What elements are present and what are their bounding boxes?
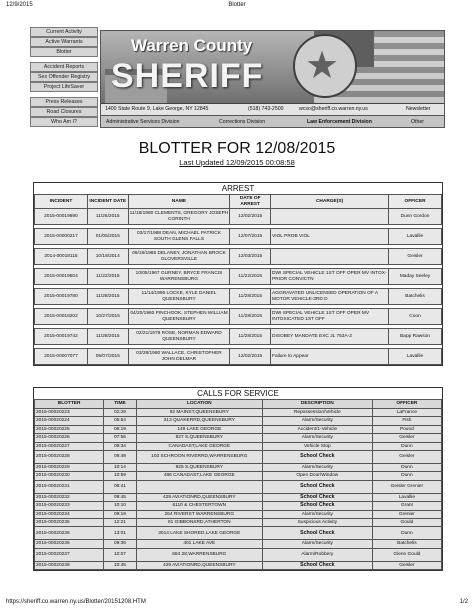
calls-cell-blotter: 2015-00020223: [35, 409, 104, 417]
arrest-row: [35, 349, 442, 365]
arrest-cell-arrest: 11/28/2015: [230, 289, 271, 305]
calls-row: [35, 425, 442, 433]
address-text: 1400 State Route 9, Lake George, NY 12845: [105, 106, 209, 112]
calls-column-header: OFFICER: [372, 400, 441, 409]
calls-cell-location: 313 QUAKERRD,QUEENSBURY: [136, 417, 262, 425]
nav-link[interactable]: Current Activity: [30, 27, 98, 37]
arrest-cell-arrest: 12/07/2015: [230, 229, 271, 245]
calls-cell-blotter: 2015-00020226: [35, 434, 104, 442]
calls-cell-time: 10:59: [104, 472, 137, 480]
calls-cell-desc: School Check: [262, 450, 372, 463]
calls-row: [35, 493, 442, 501]
calls-cell-time: 09:45: [104, 493, 137, 501]
arrest-cell-officer: Dunn Gordon: [389, 209, 442, 225]
arrest-cell-charges: [271, 249, 389, 265]
calls-row: [35, 510, 442, 518]
calls-table: [34, 399, 442, 570]
arrest-column-header: OFFICER: [389, 195, 442, 209]
calls-cell-time: 09:34: [104, 442, 137, 450]
calls-cell-location: 6110 & CHESTERTOWN: [136, 502, 262, 510]
arrest-table-body: [35, 209, 442, 365]
calls-row: [35, 561, 442, 569]
calls-row: [35, 442, 442, 450]
arrest-cell-arrest: 12/03/2015: [230, 249, 271, 265]
calls-cell-desc: Alarm/Security: [262, 510, 372, 518]
calls-cell-desc: Suspicious Activity: [262, 518, 372, 526]
calls-cell-location: 61 GIBBONSRD,ATHERTON: [136, 518, 262, 526]
calls-row: [35, 409, 442, 417]
arrest-cell-incident: 2015-00000217: [35, 229, 88, 245]
calls-table-body: [35, 409, 442, 570]
email-link[interactable]: wcso@sheriff.co.warren.ny.us: [299, 106, 368, 112]
star-icon: ★: [305, 45, 340, 87]
arrest-cell-name: 10/05/1967 GURNEY, BRYCE FRANCIS WARRENSBURG: [128, 269, 230, 285]
calls-cell-blotter: 2015-00020227: [35, 442, 104, 450]
arrest-row: [35, 249, 442, 265]
calls-cell-desc: School Check: [262, 561, 372, 569]
calls-cell-blotter: 2015-00020231: [35, 480, 104, 493]
calls-cell-location: 486 CANADAST,LAKE GEORGE: [136, 472, 262, 480]
arrest-section: [33, 182, 443, 366]
arrest-column-header: NAME: [128, 195, 230, 209]
calls-cell-location: 925 S,QUEENSBURY: [136, 463, 262, 471]
calls-cell-time: 09:19: [104, 510, 137, 518]
page-title: BLOTTER FOR 12/08/2015: [138, 140, 336, 157]
calls-cell-location: 92 MAINST,QUEENSBURY: [136, 409, 262, 417]
nav-link[interactable]: Who Am I?: [30, 117, 98, 127]
arrest-row: [35, 209, 442, 225]
last-updated-link[interactable]: Last Updated 12/09/2015 00:08:58: [179, 158, 295, 167]
arrest-cell-officer: Lavallie: [389, 349, 442, 365]
arrest-cell-incident: 2015-00019690: [35, 209, 88, 225]
nav-group-2: [30, 62, 98, 92]
calls-cell-officer: Geisler: [372, 561, 441, 569]
calls-cell-time: 09:49: [104, 450, 137, 463]
calls-cell-location: 264 RIVERST WARRENSBURG: [136, 510, 262, 518]
calls-cell-time: 05:54: [104, 417, 137, 425]
calls-cell-blotter: 2015-00020230: [35, 472, 104, 480]
calls-cell-blotter: 2015-00020232: [35, 493, 104, 501]
arrest-cell-officer: Bapp Rawson: [389, 329, 442, 345]
arrest-cell-date: 11/26/2015: [87, 209, 128, 225]
nav-link[interactable]: Blotter: [30, 47, 98, 57]
banner-title-main: SHERIFF: [111, 57, 264, 95]
calls-cell-officer: Gould: [372, 518, 441, 526]
sheriff-badge-logo: [293, 34, 357, 98]
arrest-cell-charges: AGGRAVATED UNLICENSED OPERATION OF A MOTOR VEHICLE-3RD D: [271, 289, 389, 305]
banner-title-top: Warren County: [131, 36, 253, 55]
calls-cell-blotter: 2015-00020224: [35, 417, 104, 425]
calls-cell-officer: Dunn: [372, 442, 441, 450]
print-url: https://sheriff.co.warren.ny.us/Blotter/20151208.HTM: [6, 599, 146, 605]
calls-cell-desc: Accident/1-Vehicle: [262, 425, 372, 433]
tab-corrections[interactable]: Corrections Division: [219, 119, 266, 125]
calls-row: [35, 417, 442, 425]
calls-cell-desc: School Check: [262, 480, 372, 493]
calls-cell-blotter: 2015-00020237: [35, 548, 104, 561]
calls-cell-time: 10:45: [104, 561, 137, 569]
nav-link[interactable]: Accident Reports: [30, 62, 98, 72]
arrest-cell-officer: Lavallie: [389, 229, 442, 245]
calls-cell-blotter: 2015-00020238: [35, 561, 104, 569]
calls-cell-officer: Geisler Grenier: [372, 480, 441, 493]
calls-cell-desc: Alarm/Security: [262, 434, 372, 442]
calls-cell-blotter: 2015-00020225: [35, 425, 104, 433]
calls-row: [35, 518, 442, 526]
arrest-row: [35, 289, 442, 305]
calls-row: [35, 480, 442, 493]
side-navigation: [30, 27, 98, 132]
calls-column-header: BLOTTER: [35, 400, 104, 409]
calls-cell-time: 07:56: [104, 434, 137, 442]
arrest-row: [35, 329, 442, 345]
calls-cell-time: 13:01: [104, 527, 137, 540]
arrest-cell-officer: Batchelis: [389, 289, 442, 305]
arrest-cell-name: 11/18/1980 CLEMENTS, GREGORY JOSEPH CORINTH: [128, 209, 230, 225]
arrest-column-header: INCIDENT DATE: [87, 195, 128, 209]
calls-caption: CALLS FOR SERVICE: [34, 388, 442, 399]
calls-row: [35, 548, 442, 561]
banner-info-bar: [101, 103, 444, 115]
calls-row: [35, 463, 442, 471]
calls-cell-desc: Repossession/Vehicle: [262, 409, 372, 417]
calls-cell-desc: Alarm/Security: [262, 540, 372, 548]
arrest-cell-name: 03/28/1980 WALLACE, CHRISTOPHER JOHN DELMAR: [128, 349, 230, 365]
arrest-cell-name: 09/18/1985 DELANEY, JONATHAN BROCK GLOVERSVILLE: [128, 249, 230, 265]
print-footer: [6, 599, 468, 609]
calls-cell-location: 827 S,QUEENSBURY: [136, 434, 262, 442]
arrest-cell-date: 11/22/2015: [87, 269, 128, 285]
calls-cell-blotter: 2015-00020236: [35, 527, 104, 540]
calls-section: [33, 387, 443, 571]
calls-cell-desc: School Check: [262, 493, 372, 501]
arrest-cell-incident: 2015-00007077: [35, 349, 88, 365]
calls-cell-time: 12:21: [104, 518, 137, 526]
arrest-cell-arrest: 12/02/2015: [230, 209, 271, 225]
calls-cell-desc: Alarm/Security: [262, 463, 372, 471]
arrest-column-header: CHARGE(S): [271, 195, 389, 209]
arrest-cell-date: 11/28/2015: [87, 329, 128, 345]
arrest-caption: ARREST: [34, 183, 442, 194]
print-date: 12/9/2015: [6, 2, 33, 8]
calls-cell-desc: Vehicle Stop: [262, 442, 372, 450]
calls-row: [35, 434, 442, 442]
phone-text: (518) 743-2500: [248, 106, 284, 112]
nav-link[interactable]: Active Warrants: [30, 37, 98, 47]
calls-cell-time: 10:10: [104, 502, 137, 510]
division-tabs: [101, 115, 444, 128]
calls-cell-desc: School Check: [262, 502, 372, 510]
tab-law-enforcement[interactable]: Law Enforcement Division: [307, 119, 372, 125]
calls-cell-location: [136, 480, 262, 493]
calls-cell-time: 06:19: [104, 425, 137, 433]
tab-other[interactable]: Other: [411, 119, 424, 125]
arrest-cell-officer: Maday Seeley: [389, 269, 442, 285]
arrest-cell-arrest: 12/02/2015: [230, 349, 271, 365]
calls-cell-officer: Dunn: [372, 472, 441, 480]
calls-cell-officer: Lavallie: [372, 493, 441, 501]
arrest-row: [35, 309, 442, 325]
arrest-cell-date: 10/18/2014: [87, 249, 128, 265]
arrest-cell-charges: [271, 209, 389, 225]
calls-cell-blotter: 2015-00020235: [35, 518, 104, 526]
calls-cell-time: 08:41: [104, 480, 137, 493]
print-page-number: 1/2: [459, 599, 468, 605]
calls-cell-time: 10:07: [104, 548, 137, 561]
arrest-cell-officer: Coon: [389, 309, 442, 325]
arrest-cell-date: 11/28/2015: [87, 289, 128, 305]
arrest-row: [35, 229, 442, 245]
arrest-row: [35, 269, 442, 285]
calls-cell-location: CANADAST,LAKE GEORGE: [136, 442, 262, 450]
arrest-cell-name: 02/21/1979 ROSE, NORMAN EDWARD QUEENSBURY: [128, 329, 230, 345]
calls-cell-location: 429 AVIATIONRD,QUEENSBURY: [136, 561, 262, 569]
arrest-cell-name: 11/14/1995 LOCKE, KYLE DANIEL QUEENSBURY: [128, 289, 230, 305]
calls-cell-location: 429 AVIATIONRD,QUEENSBURY: [136, 493, 262, 501]
arrest-cell-date: 05/07/2015: [87, 349, 128, 365]
arrest-column-header: DATE OF ARREST: [230, 195, 271, 209]
calls-cell-officer: Fish: [372, 417, 441, 425]
calls-cell-blotter: 2015-00020236: [35, 540, 104, 548]
print-header: [6, 2, 468, 12]
arrest-cell-incident: 2015-00019780: [35, 289, 88, 305]
arrest-header-row: [35, 195, 442, 209]
calls-row: [35, 527, 442, 540]
newsletter-link[interactable]: Newsletter: [406, 106, 431, 112]
calls-row: [35, 450, 442, 463]
calls-cell-officer: Geisler: [372, 434, 441, 442]
nav-link[interactable]: Road Closures: [30, 107, 98, 117]
arrest-cell-name: 03/17/1988 DEAN, MICHAEL PATRICK SOUTH GLENS FALLS: [128, 229, 230, 245]
calls-column-header: LOCATION: [136, 400, 262, 409]
calls-header-row: [35, 400, 442, 409]
arrest-cell-charges: DWI SPECIAL VEHICLE 1ST OFF OPER MV INTOXICATED 1ST OFF: [271, 309, 389, 325]
arrest-cell-incident: 2014-00018115: [35, 249, 88, 265]
nav-link[interactable]: Sex Offender Registry: [30, 72, 98, 82]
calls-cell-blotter: 2015-00020233: [35, 502, 104, 510]
calls-cell-desc: Alarm/Security: [262, 417, 372, 425]
arrest-cell-incident: 2015-00019742: [35, 329, 88, 345]
print-title: Blotter: [228, 2, 246, 8]
arrest-cell-charges: DISOBEY MANDATE EXC JL 753A-2: [271, 329, 389, 345]
arrest-cell-date: 10/27/2015: [87, 309, 128, 325]
arrest-cell-charges: DWI SPECIAL VEHICLE 1ST OFF OPER MV INTOX-PRIOR CONVICTN: [271, 269, 389, 285]
arrest-cell-arrest: 11/28/2015: [230, 309, 271, 325]
tab-administrative[interactable]: Administrative Services Division: [106, 119, 180, 125]
calls-cell-desc: Open Door/Window: [262, 472, 372, 480]
calls-cell-location: 684 28,WARRENSBURG: [136, 548, 262, 561]
arrest-cell-date: 01/05/2015: [87, 229, 128, 245]
sheriff-banner: [100, 30, 445, 128]
arrest-cell-incident: 2015-00018202: [35, 309, 88, 325]
arrest-cell-officer: Geisler: [389, 249, 442, 265]
calls-column-header: TIME: [104, 400, 137, 409]
calls-cell-blotter: 2015-00020234: [35, 510, 104, 518]
arrest-cell-charges: Failure to Appear: [271, 349, 389, 365]
calls-row: [35, 472, 442, 480]
calls-cell-officer: Grenier: [372, 510, 441, 518]
calls-cell-location: 103 SCHROON RIVERRD,WARRENSBURG: [136, 450, 262, 463]
calls-cell-officer: Batchelis: [372, 540, 441, 548]
calls-row: [35, 502, 442, 510]
calls-cell-time: 10:14: [104, 463, 137, 471]
calls-cell-officer: Grant: [372, 502, 441, 510]
nav-link[interactable]: Project LifeSaver: [30, 82, 98, 92]
nav-group-3: [30, 97, 98, 127]
calls-cell-location: 401 LAKE AVE: [136, 540, 262, 548]
arrest-column-header: INCIDENT: [35, 195, 88, 209]
arrest-table: [34, 194, 442, 365]
calls-cell-officer: LaFrance: [372, 409, 441, 417]
calls-column-header: DESCRIPTION: [262, 400, 372, 409]
calls-cell-officer: Pound: [372, 425, 441, 433]
nav-link[interactable]: Press Releases: [30, 97, 98, 107]
calls-cell-time: 09:36: [104, 540, 137, 548]
calls-cell-blotter: 2015-00020228: [35, 450, 104, 463]
calls-cell-desc: School Check: [262, 527, 372, 540]
calls-cell-blotter: 2015-00020229: [35, 463, 104, 471]
calls-cell-officer: Dunn: [372, 527, 441, 540]
arrest-cell-arrest: 11/28/2015: [230, 329, 271, 345]
calls-cell-officer: Glenn Gould: [372, 548, 441, 561]
calls-cell-officer: Dunn: [372, 463, 441, 471]
calls-cell-time: 02:29: [104, 409, 137, 417]
arrest-cell-name: 04/20/1960 PINCHOOK, STEPHEN WILLIAM QUEENSBURY: [128, 309, 230, 325]
calls-cell-officer: Geisler: [372, 450, 441, 463]
arrest-cell-charges: VIOL PROB VIOL: [271, 229, 389, 245]
calls-cell-location: 149 LAKE GEORGE: [136, 425, 262, 433]
arrest-cell-incident: 2015-00019504: [35, 269, 88, 285]
arrest-cell-arrest: 11/22/2015: [230, 269, 271, 285]
calls-cell-desc: Alarm/Robbery: [262, 548, 372, 561]
calls-row: [35, 540, 442, 548]
nav-group-1: [30, 27, 98, 57]
calls-cell-location: 3014 LAKE SHORED,LAKE GEORGE: [136, 527, 262, 540]
